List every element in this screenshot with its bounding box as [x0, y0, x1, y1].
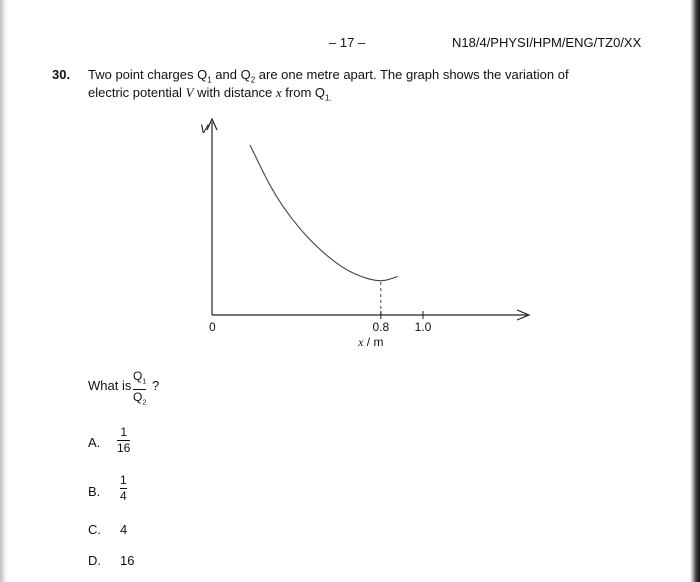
prompt-question-mark: ?: [152, 378, 160, 393]
question-number: 30.: [52, 67, 71, 82]
paper-code: N18/4/PHYSI/HPM/ENG/TZ0/XX: [452, 35, 642, 50]
x-axis-label: x / m: [358, 335, 384, 349]
option-c-letter: C.: [88, 522, 101, 537]
option-b-fraction: 1 4: [120, 473, 127, 503]
potential-curve: [250, 145, 398, 281]
option-d-letter: D.: [88, 553, 101, 568]
x-tick-label-1.0: 1.0: [414, 320, 432, 334]
option-a-fraction: 1 16: [117, 425, 131, 455]
prompt-fraction: $Q_1$ $Q_2$: [133, 369, 147, 407]
y-axis-label: V: [200, 122, 209, 136]
option-b-letter: B.: [88, 484, 101, 499]
option-d-value: 16: [120, 553, 135, 568]
option-a-letter: A.: [88, 435, 101, 450]
page-number: – 17 –: [329, 35, 366, 50]
prompt-text: What is: [88, 378, 132, 393]
question-line-1: Two point charges $Q_1$ and $Q_2$ are one metre apart. The graph shows the variation of: [88, 67, 569, 85]
x-tick-label-0.8: 0.8: [372, 320, 390, 334]
x-tick-label-0: 0: [209, 320, 216, 334]
option-c-value: 4: [120, 522, 128, 537]
question-line-2: electric potential V with distance x from $Q_{1.}$: [88, 85, 332, 103]
